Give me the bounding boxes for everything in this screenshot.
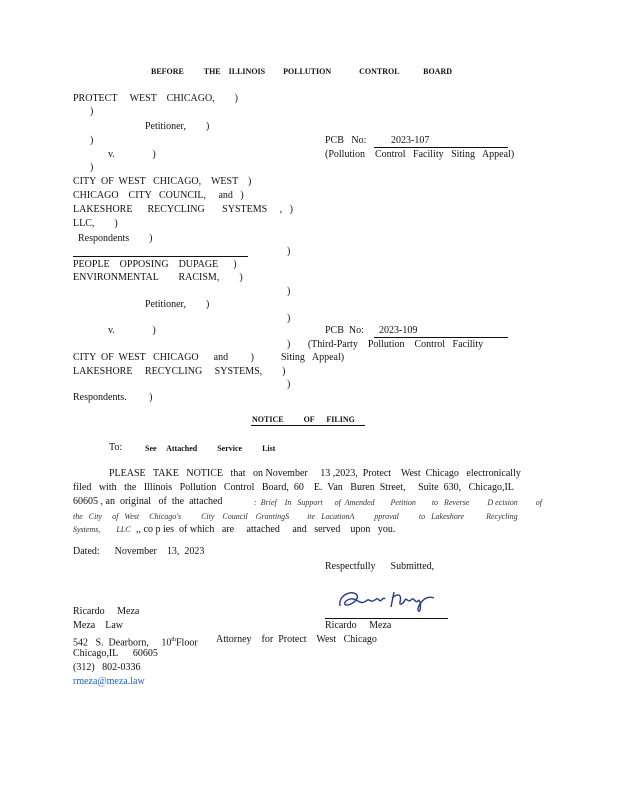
email-link[interactable]: rmeza@meza.law bbox=[73, 676, 145, 687]
pcb-number: 2023-109 bbox=[379, 325, 418, 336]
pcb-number-underline bbox=[374, 147, 508, 148]
caption-paren: ) bbox=[287, 313, 291, 324]
closing: Respectfully Submitted, bbox=[325, 561, 435, 572]
respondents-label: Respondents. ) bbox=[73, 392, 153, 403]
city-state-zip: Chicago,IL 60605 bbox=[73, 648, 158, 659]
petitioner-name: ENVIRONMENTAL RACISM, ) bbox=[73, 272, 243, 283]
respondent-line: CITY OF WEST CHICAGO and ) bbox=[73, 352, 254, 363]
petitioner-name: PROTECT WEST CHICAGO, ) bbox=[73, 93, 239, 104]
pcb-case-type: ) (Third-Party Pollution Control Facility bbox=[287, 339, 484, 350]
phone-number: (312) 802-0336 bbox=[73, 662, 141, 673]
petitioner-name: PEOPLE OPPOSING DUPAGE ) bbox=[73, 259, 237, 270]
versus-line: v. ) bbox=[108, 325, 156, 336]
filed-document-title: Systems, LLC bbox=[73, 525, 131, 534]
firm-name: Meza Law bbox=[73, 620, 123, 631]
signature-line bbox=[325, 618, 448, 619]
notice-body-line: 60605 , an original of the attached bbox=[73, 496, 223, 507]
caption-paren: ) bbox=[90, 135, 94, 146]
pcb-number-underline bbox=[374, 337, 508, 338]
caption-paren: ) bbox=[287, 379, 291, 390]
pcb-label: PCB No: bbox=[325, 325, 364, 336]
caption-paren: ) bbox=[287, 286, 291, 297]
document-heading: BEFORE THE ILLINOIS POLLUTION CONTROL BOARD bbox=[151, 67, 453, 76]
caption-paren: ) bbox=[287, 246, 291, 257]
filed-document-title: the City of West Chicago's City Council GrantingS ite LocationA pproval to Lakeshore Recycling bbox=[73, 512, 518, 521]
pcb-number: 2023-107 bbox=[391, 135, 430, 146]
to-label: To: bbox=[109, 442, 123, 453]
street-address: 542 S. Dearborn, 10thFloor bbox=[73, 637, 198, 649]
petitioner-label: Petitioner, ) bbox=[145, 299, 210, 310]
versus-line: v. ) bbox=[108, 149, 156, 160]
respondents-label: Respondents ) bbox=[78, 233, 153, 244]
caption-paren: ) bbox=[90, 106, 94, 117]
dated-line: Dated: November 13, 2023 bbox=[73, 546, 205, 557]
respondent-line: LLC, ) bbox=[73, 218, 118, 229]
service-list-reference: See Attached Service List bbox=[145, 444, 276, 453]
attorney-title: Attorney for Protect West Chicago bbox=[216, 634, 377, 645]
caption-divider bbox=[73, 256, 248, 257]
respondent-line: LAKESHORE RECYCLING SYSTEMS , ) bbox=[73, 204, 294, 215]
respondent-line: CHICAGO CITY COUNCIL, and ) bbox=[73, 190, 244, 201]
respondent-line: CITY OF WEST CHICAGO, WEST ) bbox=[73, 176, 252, 187]
caption-paren: ) bbox=[90, 162, 94, 173]
pcb-case-type: (Pollution Control Facility Siting Appeal) bbox=[325, 149, 515, 160]
attorney-name: Ricardo Meza bbox=[73, 606, 140, 617]
signature-name: Ricardo Meza bbox=[325, 620, 392, 631]
handwritten-signature bbox=[336, 584, 444, 614]
notice-title-underline bbox=[251, 425, 365, 426]
filed-document-title: : Brief In Support of Amended Petition to Reverse D ecision of bbox=[254, 498, 543, 507]
petitioner-label: Petitioner, ) bbox=[145, 121, 210, 132]
notice-title: NOTICE OF FILING bbox=[252, 415, 355, 424]
pcb-label: PCB No: bbox=[325, 135, 367, 146]
respondent-line: LAKESHORE RECYCLING SYSTEMS, ) bbox=[73, 366, 286, 377]
notice-body-line: PLEASE TAKE NOTICE that on November 13 ,2023, Protect West Chicago electronically bbox=[109, 468, 521, 479]
notice-body-line: filed with the Illinois Pollution Control Board, 60 E. Van Buren Street, Suite 630, Chicago,IL bbox=[73, 482, 514, 493]
notice-body-line: ,, co p ies of which are attached and served upon you. bbox=[136, 524, 396, 535]
pcb-case-type: Siting Appeal) bbox=[281, 352, 345, 363]
